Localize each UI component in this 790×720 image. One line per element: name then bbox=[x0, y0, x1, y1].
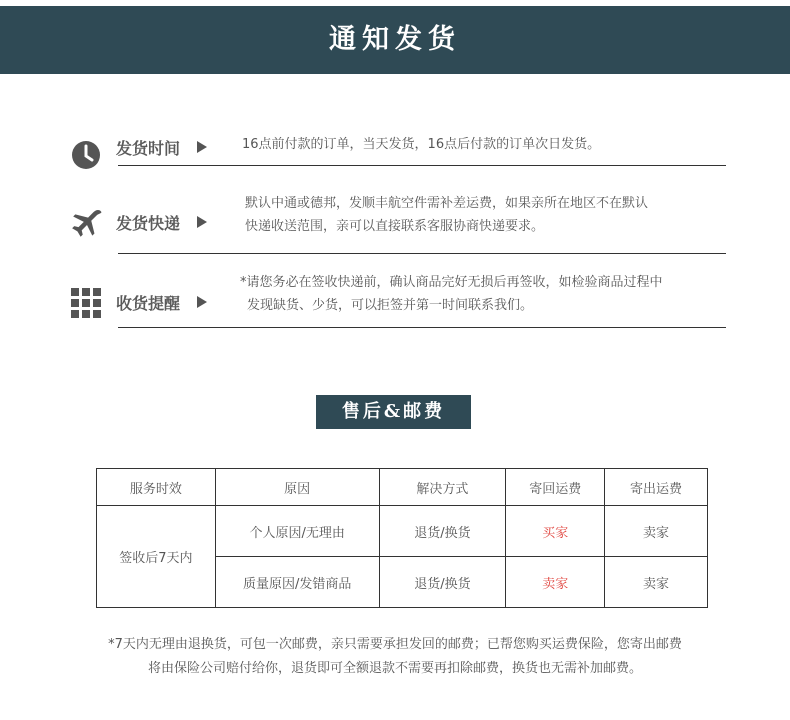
after-sales-table bbox=[96, 468, 708, 608]
footnote-line-2: 将由保险公司赔付给你，退货即可全额退款不需要再扣除邮费，换货也无需补加邮费。 bbox=[147, 661, 642, 676]
grid-icon bbox=[70, 287, 102, 319]
table-cell-return-fee: 买家 bbox=[506, 506, 605, 557]
table-cell-send-fee: 卖家 bbox=[605, 557, 708, 608]
section-title-after-sales: 售后&邮费 bbox=[316, 395, 471, 429]
chevron-right-icon bbox=[197, 296, 207, 308]
column-header: 寄出运费 bbox=[605, 469, 708, 506]
info-text-ship-time: 16点前付款的订单，当天发货，16点后付款的订单次日发货。 bbox=[242, 137, 601, 152]
chevron-right-icon bbox=[197, 141, 207, 153]
top-banner bbox=[0, 6, 790, 74]
info-label-receive-notice: 收货提醒 bbox=[116, 294, 181, 313]
table-cell-reason: 质量原因/发错商品 bbox=[215, 557, 379, 608]
column-header: 解决方式 bbox=[379, 469, 506, 506]
info-label-ship-express: 发货快递 bbox=[116, 214, 181, 233]
table-cell-return-fee: 卖家 bbox=[506, 557, 605, 608]
info-row-ship-express bbox=[70, 192, 730, 256]
table-cell-reason: 个人原因/无理由 bbox=[215, 506, 379, 557]
info-label-ship-time: 发货时间 bbox=[116, 139, 181, 158]
info-row-ship-time bbox=[70, 130, 730, 170]
info-row-receive-notice bbox=[70, 271, 730, 331]
column-header: 服务时效 bbox=[97, 469, 216, 506]
table-header-row bbox=[97, 469, 708, 506]
info-text-ship-express-1: 默认中通或德邦，发顺丰航空件需补差运费，如果亲所在地区不在默认 bbox=[245, 196, 649, 211]
info-text-receive-notice-1: *请您务必在签收快递前，确认商品完好无损后再签收，如检验商品过程中 bbox=[240, 275, 663, 290]
airplane-icon bbox=[70, 208, 104, 242]
table-cell-solution: 退货/换货 bbox=[379, 506, 506, 557]
table-cell-period: 签收后7天内 bbox=[97, 506, 216, 608]
column-header: 原因 bbox=[215, 469, 379, 506]
chevron-right-icon bbox=[197, 216, 207, 228]
info-text-receive-notice-2: 发现缺货、少货，可以拒签并第一时间联系我们。 bbox=[247, 298, 534, 313]
footnote-line-1: *7天内无理由退换货，可包一次邮费，亲只需要承担发回的邮费；已帮您购买运费保险，您寄出邮费 bbox=[108, 637, 682, 652]
table-cell-send-fee: 卖家 bbox=[605, 506, 708, 557]
banner-title: 通知发货 bbox=[329, 24, 461, 55]
clock-icon bbox=[70, 139, 102, 171]
divider bbox=[118, 165, 726, 166]
info-text-ship-express-2: 快递收送范围，亲可以直接联系客服协商快递要求。 bbox=[245, 219, 545, 234]
table-row bbox=[97, 506, 708, 557]
column-header: 寄回运费 bbox=[506, 469, 605, 506]
table-cell-solution: 退货/换货 bbox=[379, 557, 506, 608]
divider bbox=[118, 253, 726, 254]
divider bbox=[118, 327, 726, 328]
